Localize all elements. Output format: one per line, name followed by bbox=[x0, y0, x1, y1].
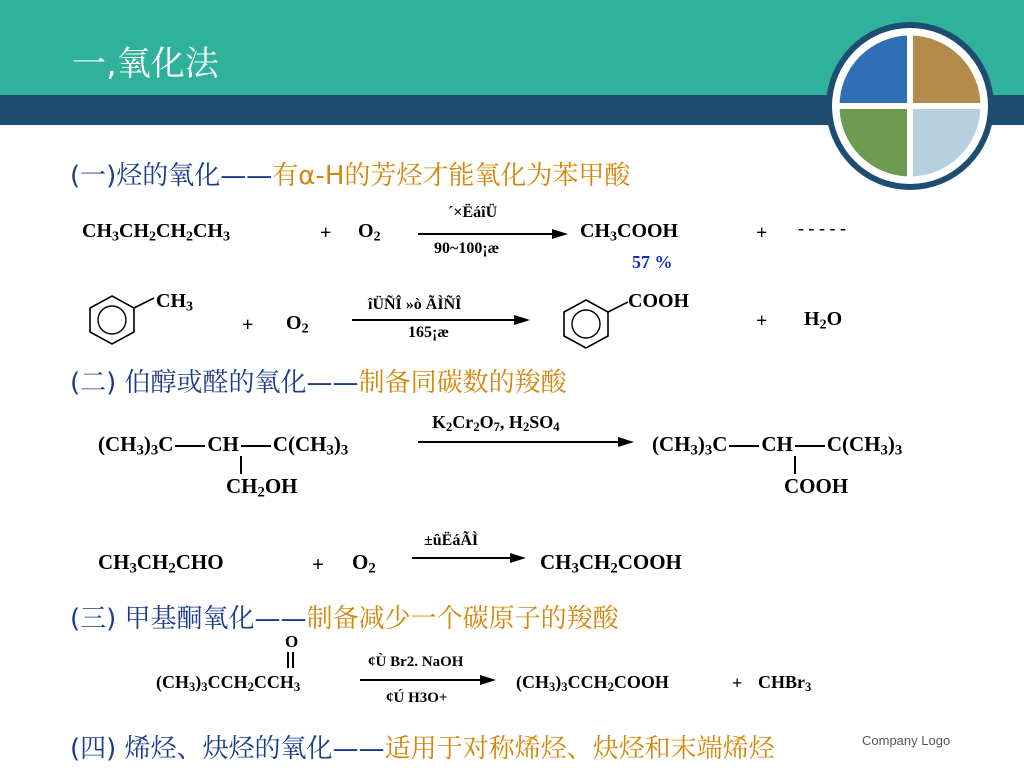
section-heading-2 bbox=[70, 362, 567, 399]
section-2-emphasis: 制备同碳数的羧酸 bbox=[358, 368, 567, 398]
r1-side-products: - - - - - bbox=[798, 218, 846, 238]
r3-reactant-branch: $CH_2OH$ bbox=[226, 474, 298, 501]
r1-oxygen: $O_2$ bbox=[358, 220, 381, 245]
r3-reactant-main: $(CH_3)_3C$ CH $C(CH_3)_3$ bbox=[98, 432, 349, 459]
r2-carboxyl: COOH bbox=[628, 290, 690, 312]
r5-bromoform: CHBr$_3$ bbox=[758, 672, 812, 695]
r1-condition-top: ´×ËáîÜ bbox=[448, 204, 498, 221]
r1-yield: 57 % bbox=[632, 252, 673, 272]
r3-product-bond bbox=[794, 456, 796, 474]
r2-water: $H_2O$ bbox=[804, 308, 843, 333]
logo-image bbox=[822, 22, 1002, 202]
r2-plus: + bbox=[242, 314, 254, 336]
r5-product: $(CH_3)_3CCH_2COOH$ bbox=[516, 672, 669, 695]
r2-condition-bottom: 165¡æ bbox=[408, 324, 449, 341]
r1-reactant: $CH_3CH_2CH_2CH_3$ bbox=[82, 220, 230, 245]
r3-reactant-bond bbox=[240, 456, 242, 474]
r2-plus-2: + bbox=[756, 310, 768, 332]
r5-arrow bbox=[360, 674, 500, 686]
r2-methyl: $CH_3$ bbox=[156, 290, 193, 315]
r4-plus: + bbox=[312, 552, 324, 576]
r4-condition-top: ±ûËáÃÌ bbox=[424, 532, 479, 549]
section-3-emphasis: 制备减少一个碳原子的羧酸 bbox=[306, 604, 619, 634]
section-3-prefix: (三) 甲基酮氧化—— bbox=[70, 604, 307, 634]
section-2-prefix: (二) 伯醇或醛的氧化—— bbox=[70, 368, 359, 398]
r5-condition-top: ¢Ù Br2. NaOH bbox=[368, 654, 464, 670]
section-4-emphasis: 适用于对称烯烃、炔烃和末端烯烃 bbox=[384, 734, 775, 764]
section-heading-4 bbox=[70, 728, 775, 765]
page-title: 一,氧化法 bbox=[72, 44, 219, 84]
r5-condition-bottom: ¢Ú H3O+ bbox=[386, 690, 448, 706]
r3-arrow bbox=[418, 436, 638, 448]
r1-product: $CH_3COOH$ bbox=[580, 220, 679, 245]
section-1-prefix: (一)烃的氧化—— bbox=[70, 161, 273, 191]
r4-arrow bbox=[412, 552, 528, 564]
section-1-emphasis: 有α-H的芳烃才能氧化为苯甲酸 bbox=[272, 161, 631, 191]
section-heading-3 bbox=[70, 598, 619, 635]
r3-product-branch: COOH bbox=[784, 474, 849, 498]
section-4-prefix: (四) 烯烃、炔烃的氧化—— bbox=[70, 734, 385, 764]
r5-reactant: $(CH_3)_3CCH_2CCH_3$ bbox=[156, 672, 301, 695]
r5-double-bond-left bbox=[287, 652, 289, 668]
r1-arrow bbox=[418, 228, 568, 240]
r5-plus: + bbox=[732, 673, 743, 693]
r1-condition-bottom: 90~100¡æ bbox=[434, 240, 500, 257]
r5-double-bond-right bbox=[292, 652, 294, 668]
r3-reagent: $K_2Cr_2O_7$, $H_2SO_4$ bbox=[432, 412, 560, 435]
r4-reactant: $CH_3CH_2CHO$ bbox=[98, 550, 224, 577]
r3-product-main: $(CH_3)_3C$ CH $C(CH_3)_3$ bbox=[652, 432, 903, 459]
r4-oxygen: $O_2$ bbox=[352, 550, 376, 577]
r1-plus: + bbox=[320, 222, 332, 244]
r4-product: $CH_3CH_2COOH$ bbox=[540, 550, 682, 577]
r2-condition-top: îÜÑÎ »ò ÃÌÑÎ bbox=[368, 296, 462, 313]
r2-oxygen: $O_2$ bbox=[286, 312, 309, 337]
section-heading-1 bbox=[70, 155, 630, 192]
company-logo-text: Company Logo bbox=[862, 733, 951, 748]
r1-plus-2: + bbox=[756, 222, 768, 244]
r5-carbonyl-oxygen: O bbox=[285, 632, 299, 651]
